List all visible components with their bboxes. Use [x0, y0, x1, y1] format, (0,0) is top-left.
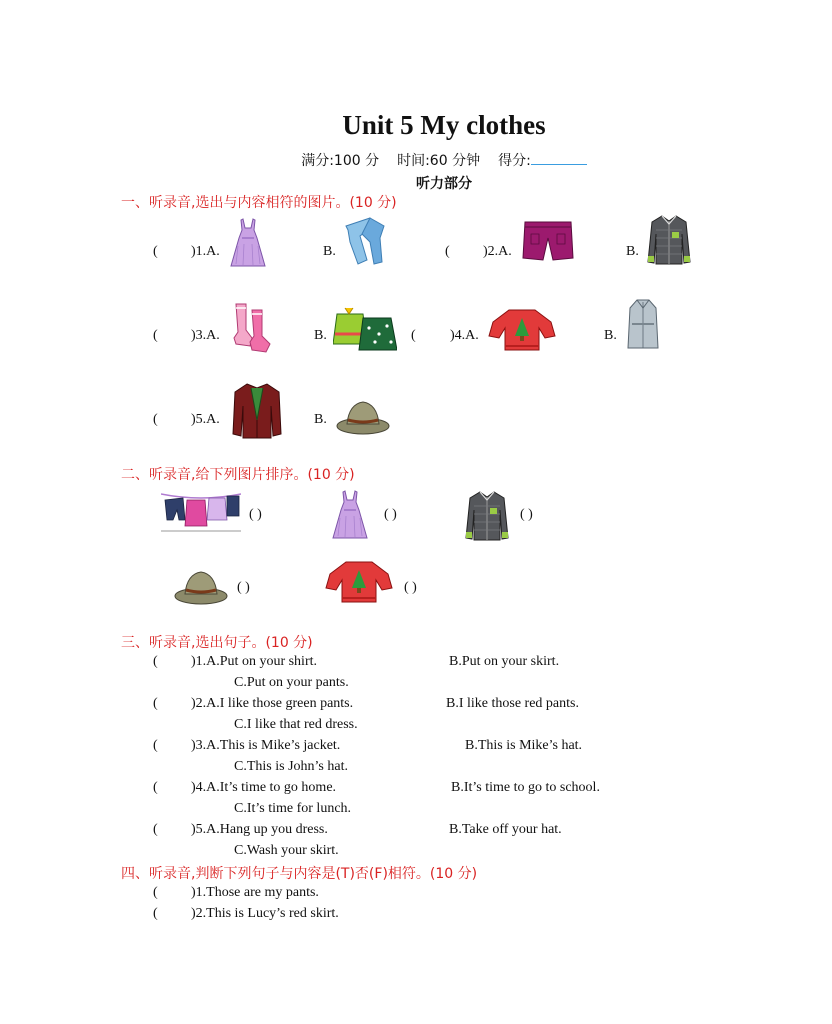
tf-question-1: )1.Those are my pants.	[191, 885, 319, 900]
q4-option-c: C.It’s time for lunch.	[234, 801, 352, 816]
q1-option-b: B.Put on your skirt.	[449, 654, 560, 669]
skirts-picture[interactable]	[333, 304, 397, 352]
answer-paren[interactable]: (	[153, 738, 158, 753]
q4-option-a: )4.A.It’s time to go home.	[191, 780, 337, 795]
sweater-picture[interactable]	[487, 306, 557, 352]
answer-paren[interactable]: (	[153, 780, 158, 795]
answer-paren[interactable]: (	[153, 822, 158, 837]
q4-option-b: B.It’s time to go to school.	[451, 780, 600, 795]
exam-time: 时间:60 分钟	[397, 153, 481, 169]
coat-picture[interactable]	[626, 298, 660, 352]
q2-label: )2.A.	[483, 244, 512, 259]
q5-option-b: B.	[314, 412, 327, 427]
shirt-picture[interactable]	[646, 212, 692, 266]
answer-paren[interactable]: (	[445, 244, 450, 259]
section4-heading: 四、听录音,判断下列句子与内容是(T)否(F)相符。(10 分)	[121, 866, 478, 882]
q1-option-c: C.Put on your pants.	[234, 675, 349, 690]
order-blank[interactable]: ( )	[249, 507, 262, 522]
answer-paren[interactable]: (	[153, 885, 158, 900]
hat-picture[interactable]	[335, 396, 391, 436]
page-title: Unit 5 My clothes	[342, 110, 546, 140]
q1-option-b: B.	[323, 244, 336, 259]
section2-heading: 二、听录音,给下列图片排序。(10 分)	[121, 467, 355, 483]
section3-heading: 三、听录音,选出句子。(10 分)	[121, 635, 313, 651]
order-blank[interactable]: ( )	[520, 507, 533, 522]
sweater-picture[interactable]	[324, 558, 394, 604]
answer-paren[interactable]: (	[411, 328, 416, 343]
answer-paren[interactable]: (	[153, 412, 158, 427]
q3-option-a: )3.A.This is Mike’s jacket.	[191, 738, 341, 753]
q2-option-b: B.	[626, 244, 639, 259]
shorts-picture[interactable]	[521, 218, 575, 264]
clothesline-picture[interactable]	[161, 490, 241, 538]
answer-paren[interactable]: (	[153, 328, 158, 343]
section1-heading: 一、听录音,选出与内容相符的图片。(10 分)	[121, 195, 397, 211]
q1-label: )1.A.	[191, 244, 220, 259]
q5-option-b: B.Take off your hat.	[449, 822, 562, 837]
dress-picture[interactable]	[228, 216, 268, 268]
answer-paren[interactable]: (	[153, 244, 158, 259]
q5-option-a: )5.A.Hang up you dress.	[191, 822, 328, 837]
q5-option-c: C.Wash your skirt.	[234, 843, 339, 858]
part-label: 听力部分	[416, 176, 472, 192]
order-blank[interactable]: ( )	[404, 580, 417, 595]
q4-label: )4.A.	[450, 328, 479, 343]
shirt-picture[interactable]	[464, 488, 510, 542]
exam-meta	[0, 150, 832, 170]
q5-label: )5.A.	[191, 412, 220, 427]
q3-option-b: B.This is Mike’s hat.	[465, 738, 583, 753]
full-score: 满分:100 分	[301, 153, 380, 169]
q4-option-b: B.	[604, 328, 617, 343]
q1-option-a: )1.A.Put on your shirt.	[191, 654, 317, 669]
answer-paren[interactable]: (	[153, 906, 158, 921]
q2-option-a: )2.A.I like those green pants.	[191, 696, 354, 711]
order-blank[interactable]: ( )	[384, 507, 397, 522]
q3-label: )3.A.	[191, 328, 220, 343]
order-blank[interactable]: ( )	[237, 580, 250, 595]
jacket-picture[interactable]	[231, 380, 283, 440]
answer-paren[interactable]: (	[153, 654, 158, 669]
socks-picture[interactable]	[230, 300, 274, 354]
score-blank[interactable]	[531, 152, 587, 165]
q2-option-b: B.I like those red pants.	[446, 696, 579, 711]
jeans-picture[interactable]	[340, 216, 392, 268]
hat-picture[interactable]	[173, 566, 229, 606]
q3-option-b: B.	[314, 328, 327, 343]
answer-paren[interactable]: (	[153, 696, 158, 711]
score-label: 得分:	[498, 153, 531, 169]
q3-option-c: C.This is John’s hat.	[234, 759, 348, 774]
dress-picture[interactable]	[330, 488, 370, 540]
q2-option-c: C.I like that red dress.	[234, 717, 358, 732]
tf-question-2: )2.This is Lucy’s red skirt.	[191, 906, 339, 921]
